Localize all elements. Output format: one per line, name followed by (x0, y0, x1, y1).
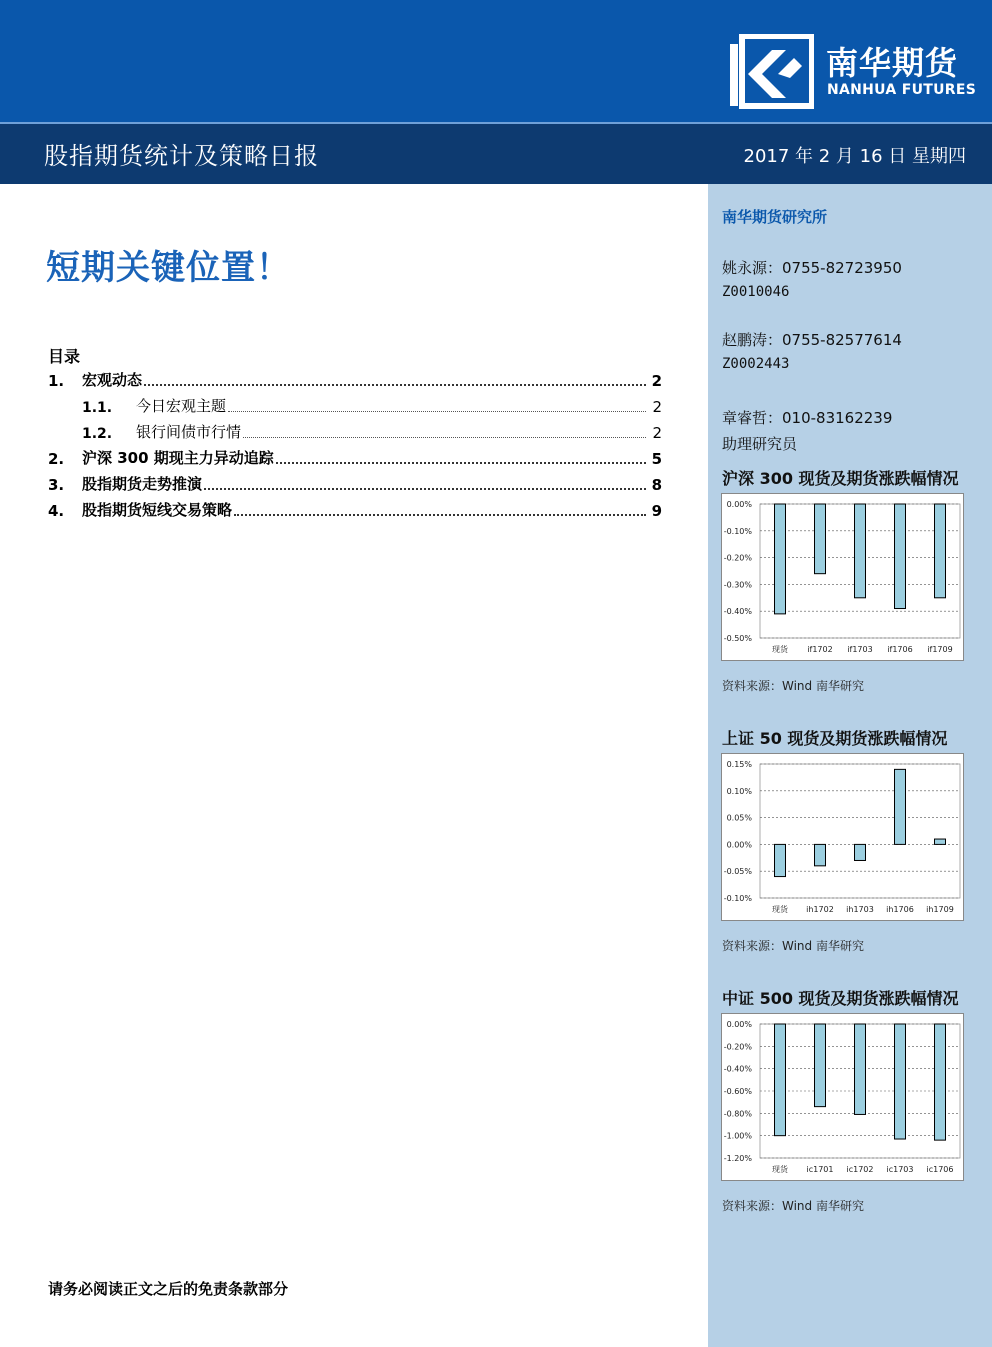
analyst-1-contact: 姚永源：0755-82723950 (722, 259, 902, 277)
toc-item-number: 1.2. (82, 426, 113, 442)
x-tick-label: ih1702 (806, 905, 834, 914)
y-tick-label: -0.20% (723, 553, 752, 563)
analyst-2-license: Z0002443 (722, 356, 790, 372)
x-tick-label: ic1701 (806, 1165, 834, 1174)
y-tick-label: 0.00% (726, 1020, 752, 1029)
y-tick-label: -0.10% (723, 894, 752, 903)
institute-name: 南华期货研究所 (722, 208, 828, 226)
x-tick-label: ih1706 (886, 905, 914, 914)
chart-2-box (721, 753, 964, 921)
toc-item-page: 9 (651, 502, 662, 520)
toc-item-page: 8 (651, 476, 662, 494)
x-tick-label: ic1702 (846, 1165, 874, 1174)
chart-2-source: 资料来源：Wind 南华研究 (722, 939, 864, 953)
headline: 短期关键位置！ (46, 248, 291, 288)
toc-leader-dots (228, 411, 646, 412)
toc-item-4[interactable] (48, 500, 662, 520)
y-tick-label: -0.20% (723, 1042, 752, 1052)
y-tick-label: -0.05% (723, 867, 752, 877)
x-tick-label: if1703 (847, 645, 873, 654)
x-tick-label: 现货 (772, 1165, 788, 1174)
toc-item-text: 宏观动态 (82, 371, 143, 389)
toc-item-number: 2. (48, 450, 65, 468)
toc-item-1-1[interactable] (48, 396, 662, 416)
toc-leader-dots (276, 462, 646, 464)
toc-item-number: 1.1. (82, 400, 113, 416)
logo-english-name: NANHUA FUTURES (827, 82, 977, 98)
bar (775, 1024, 786, 1136)
x-tick-label: ih1709 (926, 905, 954, 914)
y-tick-label: -0.40% (723, 607, 752, 617)
toc-item-page: 2 (651, 372, 662, 390)
y-tick-label: 0.00% (726, 500, 752, 509)
x-tick-label: ic1706 (926, 1165, 954, 1174)
bar (935, 1024, 946, 1140)
toc-leader-dots (243, 437, 646, 438)
bar (935, 504, 946, 598)
y-tick-label: -0.80% (723, 1109, 752, 1119)
analyst-1-license: Z0010046 (722, 284, 790, 300)
y-tick-label: 0.05% (726, 813, 752, 823)
x-tick-label: if1702 (807, 645, 833, 654)
y-tick-label: -0.40% (723, 1064, 752, 1074)
bar (855, 1024, 866, 1114)
bar (855, 504, 866, 598)
toc-item-page: 2 (652, 424, 662, 442)
x-tick-label: ih1703 (846, 905, 874, 914)
chart-3-source: 资料来源：Wind 南华研究 (722, 1199, 864, 1213)
logo-chinese-name: 南华期货 (826, 44, 959, 82)
nanhua-logo (728, 34, 978, 110)
toc-item-number: 1. (48, 372, 65, 390)
x-tick-label: 现货 (772, 645, 788, 654)
analyst-3-contact: 章睿哲：010-83162239 (722, 409, 893, 427)
toc-heading: 目录 (48, 347, 81, 366)
y-tick-label: -0.60% (723, 1087, 752, 1096)
toc-item-page: 5 (651, 450, 662, 468)
disclaimer-note: 请务必阅读正文之后的免责条款部分 (48, 1280, 289, 1298)
toc-item-1[interactable] (48, 370, 662, 390)
toc-item-text: 沪深 300 期现主力异动追踪 (82, 449, 274, 467)
toc-item-page: 2 (652, 398, 662, 416)
toc-item-1-2[interactable] (48, 422, 662, 442)
bar (815, 504, 826, 574)
y-tick-label: -0.30% (723, 580, 752, 590)
bar (895, 769, 906, 844)
toc-item-text: 股指期货走势推演 (82, 475, 203, 493)
chart-1-title: 沪深 300 现货及期货涨跌幅情况 (722, 469, 959, 488)
chart-1-source: 资料来源：Wind 南华研究 (722, 679, 864, 693)
bar (935, 839, 946, 844)
toc-leader-dots (144, 384, 646, 386)
chart-3-box (721, 1013, 964, 1181)
toc-item-text: 银行间债市行情 (136, 423, 242, 441)
toc-item-text: 今日宏观主题 (136, 397, 227, 415)
y-tick-label: 0.10% (726, 786, 752, 796)
bar (815, 844, 826, 865)
y-tick-label: 0.15% (726, 760, 752, 769)
analyst-2-contact: 赵鹏涛：0755-82577614 (722, 331, 902, 349)
toc-item-text: 股指期货短线交易策略 (82, 501, 233, 519)
chart-3-svg (722, 1014, 963, 1180)
chart-2-title: 上证 50 现货及期货涨跌幅情况 (722, 729, 948, 748)
toc-leader-dots (204, 488, 646, 490)
bar (895, 504, 906, 609)
y-tick-label: -1.20% (723, 1154, 752, 1163)
x-tick-label: if1706 (887, 645, 913, 654)
toc-item-3[interactable] (48, 474, 662, 494)
x-tick-label: ic1703 (886, 1165, 914, 1174)
y-tick-label: -0.10% (723, 526, 752, 536)
chart-1-svg (722, 494, 963, 660)
chart-2-svg (722, 754, 963, 920)
toc-item-2[interactable] (48, 448, 662, 468)
analyst-3-role: 助理研究员 (722, 435, 798, 453)
report-title: 股指期货统计及策略日报 (44, 142, 319, 170)
report-date: 2017 年 2 月 16 日 星期四 (743, 146, 966, 167)
y-tick-label: -0.50% (723, 634, 752, 643)
bar (815, 1024, 826, 1107)
plot-frame (760, 764, 960, 898)
bar (855, 844, 866, 860)
y-tick-label: -1.00% (723, 1131, 752, 1141)
chart-3-title: 中证 500 现货及期货涨跌幅情况 (722, 989, 959, 1008)
toc-item-number: 4. (48, 502, 65, 520)
bar (775, 504, 786, 614)
x-tick-label: if1709 (927, 645, 953, 654)
bar (895, 1024, 906, 1139)
bar (775, 844, 786, 876)
y-tick-label: 0.00% (726, 840, 752, 850)
chart-1-box (721, 493, 964, 661)
toc-item-number: 3. (48, 476, 65, 494)
x-tick-label: 现货 (772, 905, 788, 914)
nanhua-logo-icon (728, 34, 814, 110)
toc-leader-dots (234, 514, 646, 516)
